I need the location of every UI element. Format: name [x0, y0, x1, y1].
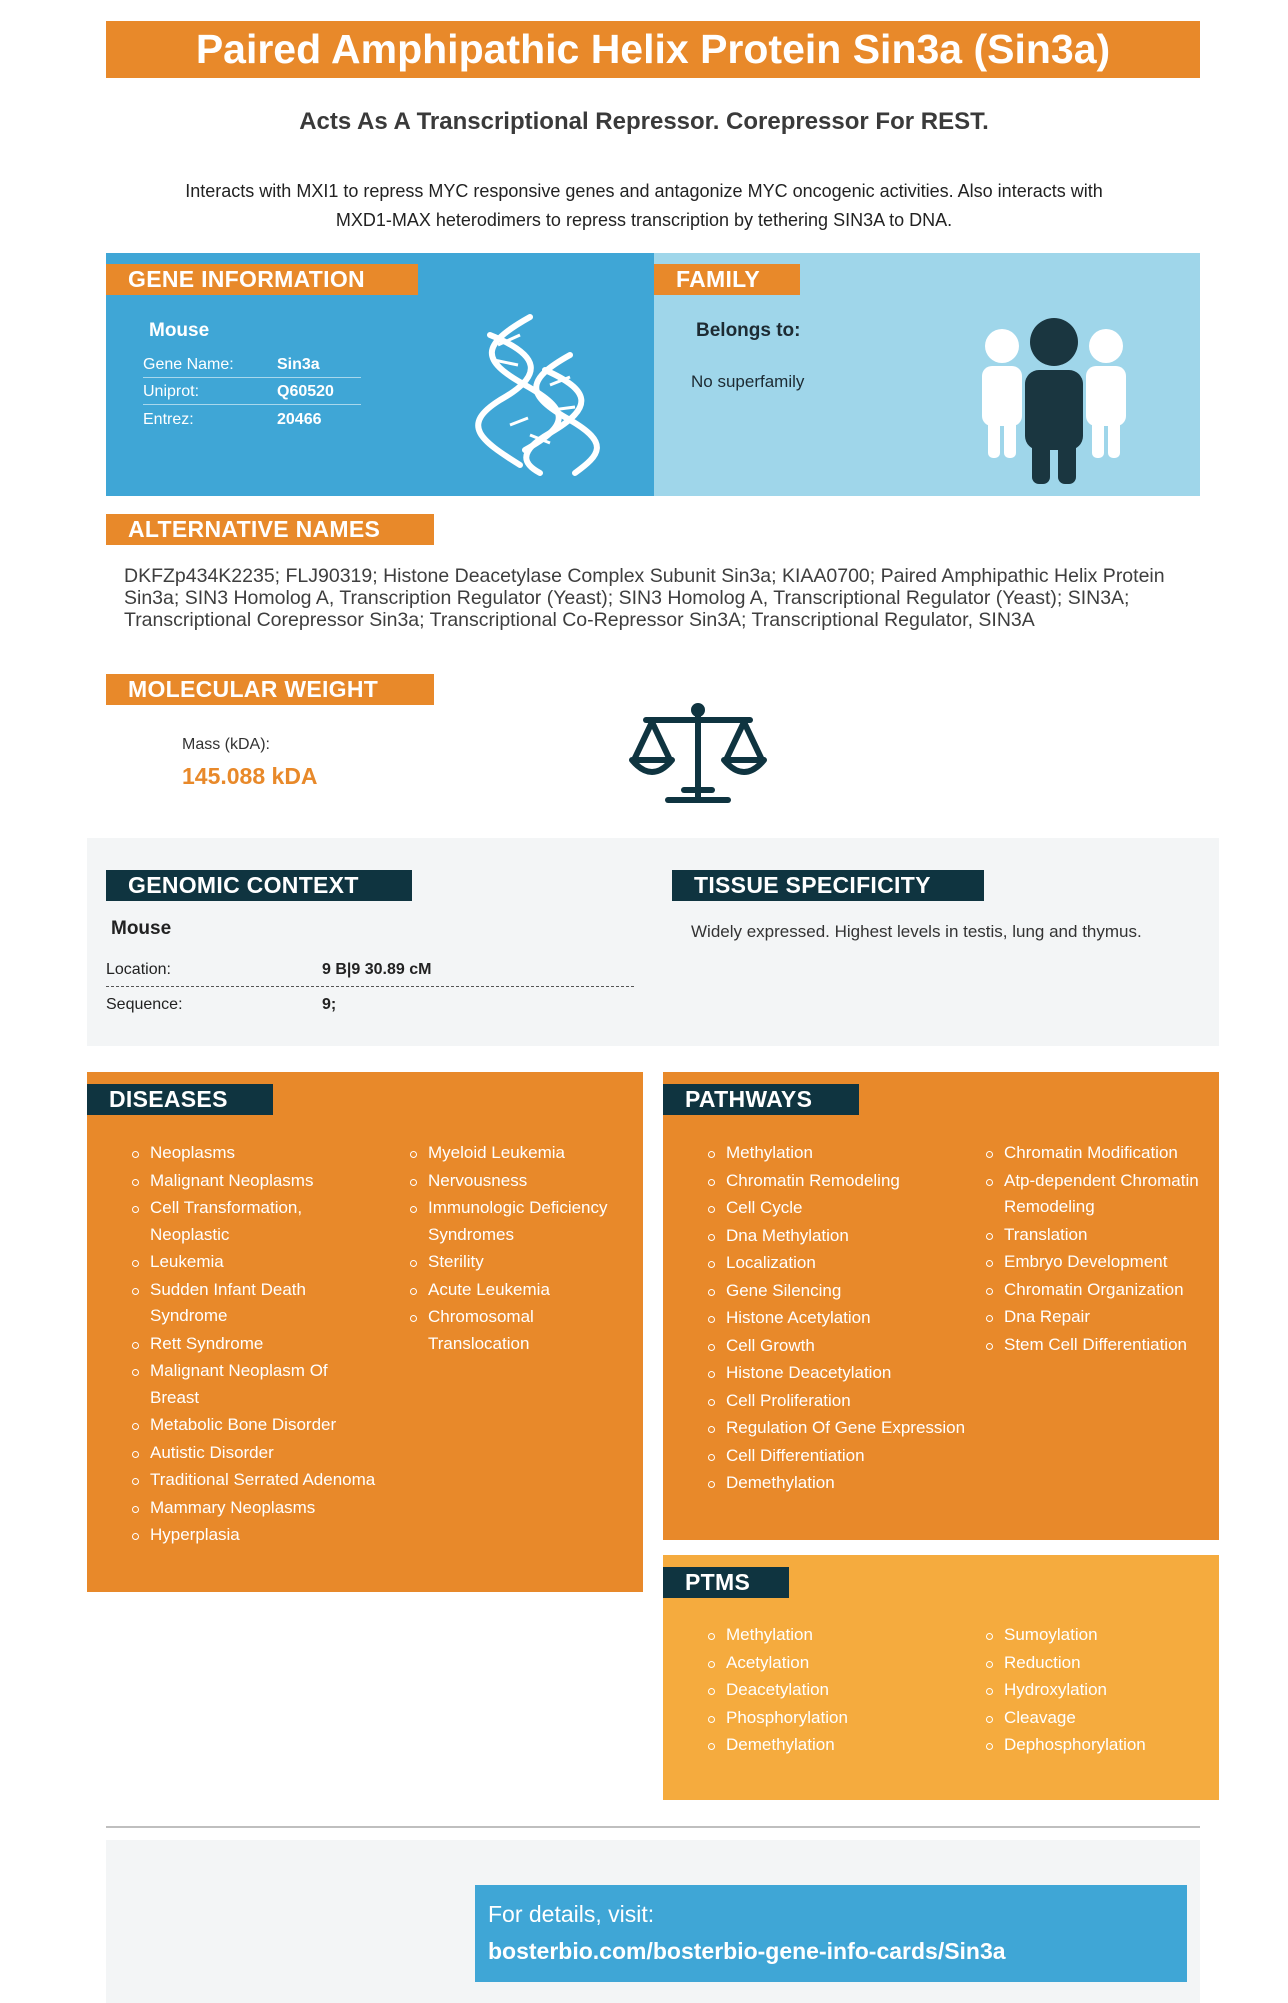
mass-label: Mass (kDA): [182, 736, 270, 753]
entrez-label: Entrez: [143, 411, 194, 428]
ptm-list-item: Demethylation [707, 1732, 967, 1759]
genomic-sequence-row [106, 988, 634, 1022]
pathway-list-item: Cell Growth [707, 1333, 967, 1360]
dna-icon [470, 315, 620, 475]
disease-list-item: Hyperplasia [131, 1522, 381, 1549]
ptm-list-item: Reduction [985, 1650, 1217, 1677]
pathway-list-item: Regulation Of Gene Expression [707, 1415, 967, 1442]
disease-list-item: Sterility [409, 1249, 639, 1276]
pathways-list-col2 [985, 1140, 1217, 1359]
ptm-list-item: Sumoylation [985, 1622, 1217, 1649]
balance-scale-icon [628, 700, 768, 815]
sequence-value: 9; [322, 996, 337, 1013]
entrez-value: 20466 [277, 411, 322, 428]
mass-value: 145.088 kDA [182, 763, 318, 789]
uniprot-label: Uniprot: [143, 383, 200, 400]
gene-name-label: Gene Name: [143, 356, 234, 373]
pathway-list-item: Cell Differentiation [707, 1443, 967, 1470]
genomic-location-row [106, 953, 634, 987]
ptm-list-item: Hydroxylation [985, 1677, 1217, 1704]
diseases-list-col2 [409, 1140, 639, 1358]
disease-list-item: Autistic Disorder [131, 1440, 381, 1467]
disease-list-item: Leukemia [131, 1249, 381, 1276]
pathways-list-col1 [707, 1140, 967, 1498]
family-people-icon [978, 318, 1130, 484]
pathway-list-item: Histone Deacetylation [707, 1360, 967, 1387]
disease-list-item: Malignant Neoplasm Of Breast [131, 1358, 381, 1411]
page-subtitle: Acts As A Transcriptional Repressor. Corepressor For REST. [299, 108, 989, 135]
pathway-list-item: Dna Methylation [707, 1223, 967, 1250]
disease-list-item: Nervousness [409, 1168, 639, 1195]
gene-name-value: Sin3a [277, 356, 320, 373]
gene-info-row-entrez [143, 405, 361, 433]
disease-list-item: Chromosomal Translocation [409, 1304, 639, 1357]
pathway-list-item: Cell Proliferation [707, 1388, 967, 1415]
alternative-names-header: ALTERNATIVE NAMES [106, 514, 434, 545]
disease-list-item: Sudden Infant Death Syndrome [131, 1277, 381, 1330]
disease-list-item: Malignant Neoplasms [131, 1168, 381, 1195]
pathway-list-item: Gene Silencing [707, 1278, 967, 1305]
disease-list-item: Acute Leukemia [409, 1277, 639, 1304]
pathway-list-item: Stem Cell Differentiation [985, 1332, 1217, 1359]
family-value: No superfamily [691, 372, 805, 391]
disease-list-item: Neoplasms [131, 1140, 381, 1167]
pathway-list-item: Dna Repair [985, 1304, 1217, 1331]
ptms-list-col2 [985, 1622, 1217, 1760]
ptm-list-item: Dephosphorylation [985, 1732, 1217, 1759]
uniprot-value: Q60520 [277, 383, 334, 400]
pathway-list-item: Translation [985, 1222, 1217, 1249]
ptm-list-item: Phosphorylation [707, 1705, 967, 1732]
alternative-names-text: DKFZp434K2235; FLJ90319; Histone Deacetylase Complex Subunit Sin3a; KIAA0700; Paired Amphipathic Helix Protein Sin3a; SIN3 Homolog A, Transcription Regulator (Yeast); SIN3 Homolog A, Transcriptional Regulator (Yeast); SIN3A; Transcriptional Corepressor Sin3a; Transcriptional Co-Repressor Sin3A; Transcriptional Regulator, SIN3A [124, 565, 1165, 631]
disease-list-item: Myeloid Leukemia [409, 1140, 639, 1167]
page-title: Paired Amphipathic Helix Protein Sin3a (Sin3a) [106, 21, 1200, 78]
molecular-weight-header: MOLECULAR WEIGHT [106, 674, 434, 705]
location-value: 9 B|9 30.89 cM [322, 961, 432, 978]
gene-info-organism: Mouse [149, 320, 210, 341]
disease-list-item: Traditional Serrated Adenoma [131, 1467, 381, 1494]
genomic-context-header: GENOMIC CONTEXT [106, 870, 412, 901]
ptm-list-item: Cleavage [985, 1705, 1217, 1732]
diseases-header: DISEASES [87, 1084, 273, 1115]
gene-info-row-uniprot [143, 377, 361, 405]
footer-divider [106, 1826, 1200, 1828]
ptm-list-item: Deacetylation [707, 1677, 967, 1704]
ptms-header: PTMS [663, 1567, 789, 1598]
genomic-context-organism: Mouse [111, 918, 172, 939]
family-belongs-label: Belongs to: [696, 320, 801, 341]
disease-list-item: Mammary Neoplasms [131, 1495, 381, 1522]
tissue-specificity-header: TISSUE SPECIFICITY [672, 870, 984, 901]
gene-info-row-name [143, 350, 361, 378]
pathway-list-item: Chromatin Organization [985, 1277, 1217, 1304]
ptm-list-item: Acetylation [707, 1650, 967, 1677]
disease-list-item: Rett Syndrome [131, 1331, 381, 1358]
ptm-list-item: Methylation [707, 1622, 967, 1649]
disease-list-item: Immunologic Deficiency Syndromes [409, 1195, 639, 1248]
diseases-list-col1 [131, 1140, 381, 1550]
disease-list-item: Metabolic Bone Disorder [131, 1412, 381, 1439]
pathway-list-item: Methylation [707, 1140, 967, 1167]
sequence-label: Sequence: [106, 996, 183, 1013]
disease-list-item: Cell Transformation, Neoplastic [131, 1195, 381, 1248]
footer-label: For details, visit: [488, 1901, 655, 1927]
ptms-list-col1 [707, 1622, 967, 1760]
family-header: FAMILY [654, 264, 800, 295]
pathway-list-item: Atp-dependent Chromatin Remodeling [985, 1168, 1217, 1221]
location-label: Location: [106, 961, 171, 978]
pathway-list-item: Cell Cycle [707, 1195, 967, 1222]
gene-description: Interacts with MXI1 to repress MYC responsive genes and antagonize MYC oncogenic activities. Also interacts with MXD1-MAX heterodimers to repress transcription by tethering SIN3A to DNA. [185, 181, 1103, 230]
pathway-list-item: Chromatin Modification [985, 1140, 1217, 1167]
footer-details-box [475, 1885, 1187, 1982]
footer-url-link[interactable]: bosterbio.com/bosterbio-gene-info-cards/Sin3a [488, 1938, 1006, 1964]
pathway-list-item: Embryo Development [985, 1249, 1217, 1276]
pathway-list-item: Localization [707, 1250, 967, 1277]
pathway-list-item: Chromatin Remodeling [707, 1168, 967, 1195]
tissue-specificity-text: Widely expressed. Highest levels in testis, lung and thymus. [691, 922, 1142, 941]
gene-information-header: GENE INFORMATION [106, 264, 418, 295]
pathways-header: PATHWAYS [663, 1084, 859, 1115]
pathway-list-item: Demethylation [707, 1470, 967, 1497]
pathway-list-item: Histone Acetylation [707, 1305, 967, 1332]
